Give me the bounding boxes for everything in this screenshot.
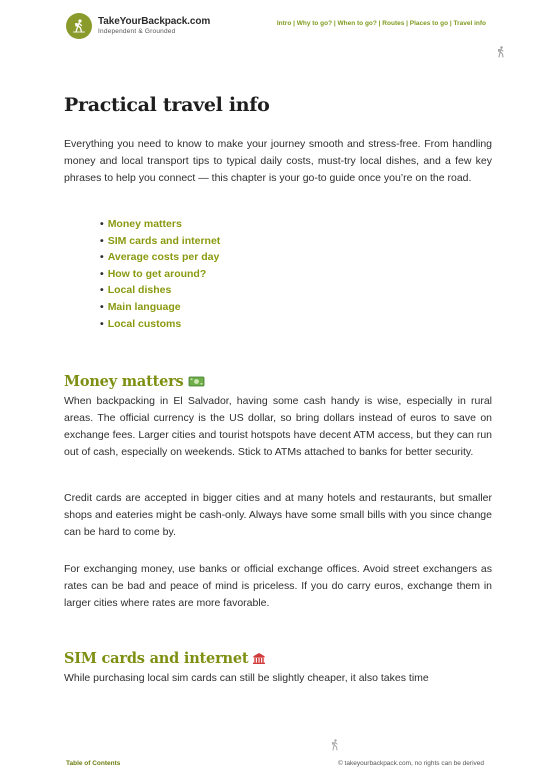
toc-item-sim-cards[interactable]: • SIM cards and internet (100, 234, 221, 247)
intro-paragraph: Everything you need to know to make your journey smooth and stress-free. From handling money and local transport tips to typical daily costs, must-try local dishes, and a few key phrases to help you connect — this chapter is your go-to guide once you’re on the road. (64, 138, 492, 184)
toc-item-local-customs[interactable]: • Local customs (100, 317, 182, 330)
toc-item-average-costs[interactable]: • Average costs per day (100, 251, 220, 264)
brand-tagline: Independent & Grounded (98, 27, 176, 35)
bank-icon (252, 652, 266, 669)
toc-item-local-dishes[interactable]: • Local dishes (100, 284, 172, 297)
page-title: Practical travel info (64, 94, 270, 116)
table-of-contents-link[interactable]: Table of Contents (66, 760, 121, 767)
toc-item-money-matters[interactable]: • Money matters (100, 218, 182, 230)
hiker-icon (330, 738, 340, 756)
toc-item-main-language[interactable]: • Main language (100, 300, 181, 313)
toc-item-get-around[interactable]: • How to get around? (100, 267, 207, 280)
top-navigation[interactable]: Intro | Why to go? | When to go? | Routes | Places to go | Travel info (276, 20, 486, 27)
sim-paragraph-1: While purchasing local sim cards can still be slightly cheaper, it also takes time (64, 672, 429, 684)
brand-logo[interactable] (66, 13, 210, 39)
logo-hiker-icon (66, 13, 92, 39)
chapter-contents-list (100, 216, 220, 332)
brand-name: TakeYourBackpack.com (98, 15, 211, 27)
money-paragraph-3: For exchanging money, use banks or official exchange offices. Avoid street exchangers as rates can be bad and peace of mind is priceless. If you do carry euros, exchange them in larger cities where rates are more favorable. (64, 563, 492, 609)
money-bill-icon (188, 375, 205, 392)
money-paragraph-1: When backpacking in El Salvador, having some cash handy is wise, especially in rural areas. The official currency is the US dollar, so bring dollars instead of euros to save on exchange fees. Larger cities and tourist hotspots have decent ATM access, but they can run out of cash, especially on weekends. Stick to ATMs attached to banks for better security. (64, 395, 492, 458)
section-heading-sim: SIM cards and internet (64, 650, 266, 669)
copyright-text: © takeyourbackpack.com, no rights can be derived (337, 760, 484, 767)
money-paragraph-2: Credit cards are accepted in bigger cities and at many hotels and restaurants, but smaller shops and eateries might be cash-only. Always have some small bills with you since change can be hard to come by. (64, 492, 492, 538)
section-heading-money: Money matters (64, 373, 205, 392)
hiker-icon (496, 45, 506, 63)
